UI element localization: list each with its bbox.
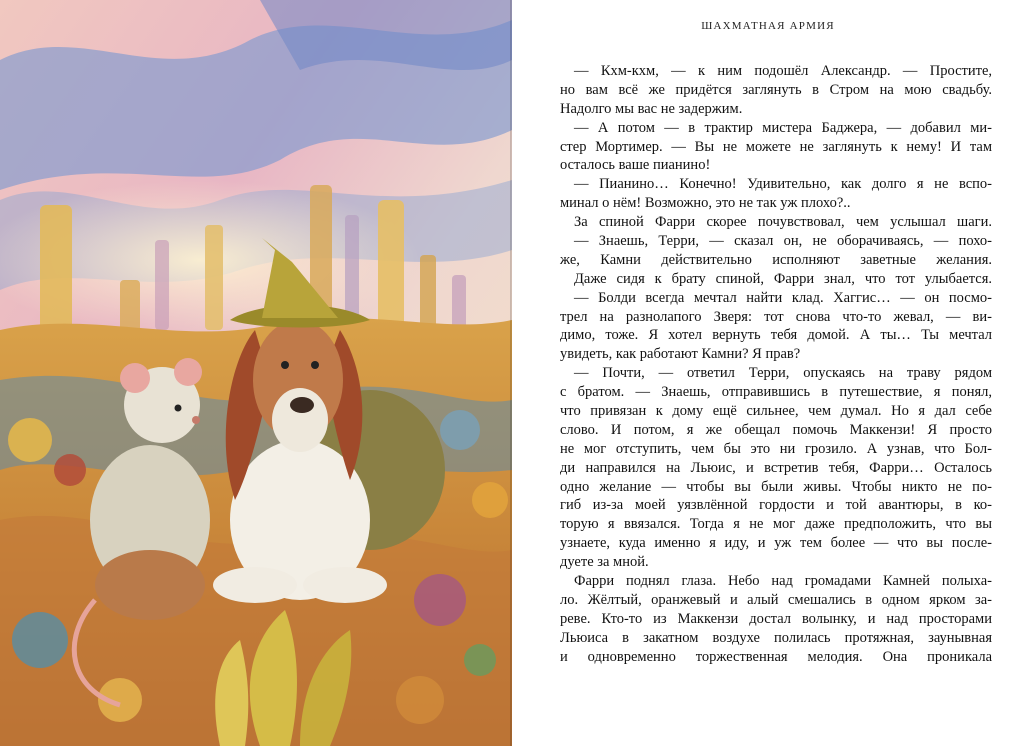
text-line: Льюиса в закатном воздухе полилась протяжная, заунывная (560, 629, 992, 646)
text-line: — А потом — в трактир мистера Баджера, — добавил ми- (574, 119, 992, 136)
text-line: трел на разнолапого Зверя: тот снова что-то жевал, — ви- (560, 308, 992, 325)
text-line: — Почти, — ответил Терри, опускаясь на траву рядом (574, 365, 992, 382)
text-line: За спиной Фарри скорее почувствовал, чем услышал шаги. (574, 214, 992, 231)
text-line: Даже сидя к брату спиной, Фарри знал, что тот улыбается. (574, 270, 992, 287)
text-line: Фарри поднял глаза. Небо над громадами Камней полыха- (574, 573, 992, 590)
text-line: и одновременно торжественная мелодия. Она проникала (560, 648, 992, 665)
text-line: — Знаешь, Терри, — сказал он, не оборачиваясь, — похо- (574, 233, 992, 250)
text-line: Надолго мы вас не задержим. (560, 100, 743, 117)
text-line: димо, тоже. Я хотел вернуть тебя домой. А ты… Ты мечтал (560, 327, 992, 344)
text-line: с братом. — Знаешь, отправившись в путешествие, я понял, (560, 384, 992, 401)
text-line: но вам всё же придётся заглянуть в Стром на мою свадьбу. (560, 81, 992, 98)
text-line: — Болди всегда мечтал найти клад. Хаггис… — он посмо- (574, 289, 992, 306)
text-line: стер Мортимер. — Вы не можете не заглянуть к нему! И там (560, 138, 992, 155)
text-line: гиб из-за моей уязвлённой гордости и той авантюры, в ко- (560, 497, 992, 514)
text-line: одно желание — чтобы вы были живы. Чтобы никто не по- (560, 478, 992, 495)
text-line: дуете за мной. (560, 554, 649, 571)
text-line: ди направился на Льюис, и встретив тебя, Фарри… Осталось (560, 459, 992, 476)
text-line: торую я ввязался. Тогда я не мог даже предположить, что вы (560, 516, 992, 533)
text-line: узнаете, куда именно я иду, и уж тем более — что вы после- (560, 535, 992, 552)
text-page (512, 0, 1024, 746)
text-line: минал о нём! Возможно, это не так уж плохо?.. (560, 195, 851, 212)
text-line: же, Камни действительно исполняют заветные желания. (560, 251, 992, 268)
text-line: реве. Кто-то из Маккензи достал волынку, и над просторами (560, 610, 992, 627)
text-line: слово. И потом, я же обещал помочь Маккензи! Я просто (560, 421, 992, 438)
text-line: ло. Жёлтый, оранжевый и алый смешались в одном ярком за- (560, 591, 992, 608)
text-line: — Пианино… Конечно! Удивительно, как долго я не вспо- (574, 176, 992, 193)
running-header: ШАХМАТНАЯ АРМИЯ (701, 20, 835, 32)
text-line: увидеть, как работают Камни? Я прав? (560, 346, 801, 363)
body-text (560, 62, 992, 667)
text-line: не мог отступить, чем бы это ни грозило. А узнав, что Бол- (560, 440, 992, 457)
text-line: — Кхм-кхм, — к ним подошёл Александр. — Простите, (574, 63, 992, 79)
text-line: что привязан к дому ещё сильнее, чем думал. Но я дал себе (560, 403, 992, 420)
text-line: осталось ваше пианино! (560, 157, 711, 174)
